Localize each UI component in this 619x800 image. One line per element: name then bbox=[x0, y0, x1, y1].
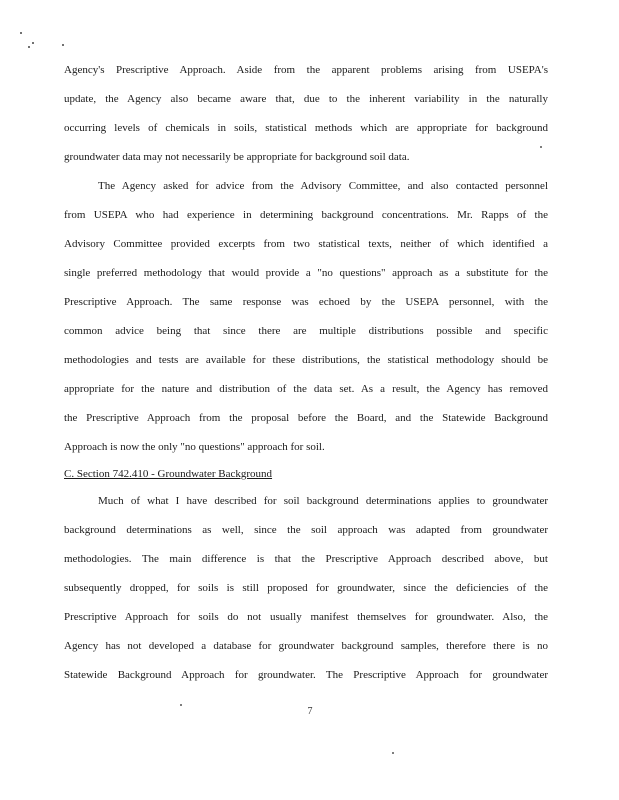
text-line: Prescriptive Approach. The same response was echoed by the USEPA personnel, with the bbox=[64, 296, 548, 308]
text-line: The Agency asked for advice from the Advisory Committee, and also contacted personnel bbox=[98, 180, 548, 192]
section-heading: C. Section 742.410 - Groundwater Background bbox=[64, 468, 273, 480]
text-line: Agency has not developed a database for groundwater background samples, therefore there is no bbox=[64, 640, 548, 652]
text-line: update, the Agency also became aware that, due to the inherent variability in the naturally bbox=[64, 93, 548, 105]
text-line: Agency's Prescriptive Approach. Aside from the apparent problems arising from USEPA's bbox=[64, 64, 548, 76]
paragraph-1 bbox=[64, 56, 548, 172]
paragraph-3 bbox=[64, 487, 548, 690]
scan-speck bbox=[62, 44, 64, 46]
text-line: single preferred methodology that would provide a "no questions" approach as a substitute for the bbox=[64, 267, 548, 279]
text-line: Prescriptive Approach for soils do not usually manifest themselves for groundwater. Also, the bbox=[64, 611, 548, 623]
document-body bbox=[64, 56, 548, 690]
scan-speck bbox=[32, 42, 34, 44]
paragraph-2 bbox=[64, 172, 548, 462]
scan-speck bbox=[28, 46, 30, 48]
text-line: background determinations as well, since the soil approach was adapted from groundwater bbox=[64, 524, 548, 536]
text-line: common advice being that since there are multiple distributions possible and specific bbox=[64, 325, 548, 337]
text-line: the Prescriptive Approach from the proposal before the Board, and the Statewide Background bbox=[64, 412, 548, 424]
text-line: subsequently dropped, for soils is still proposed for groundwater, since the deficiencies of the bbox=[64, 582, 548, 594]
text-line: from USEPA who had experience in determining background concentrations. Mr. Rapps of the bbox=[64, 209, 548, 221]
scan-speck bbox=[180, 704, 182, 706]
text-line: methodologies and tests are available for these distributions, the statistical methodology should be bbox=[64, 354, 548, 366]
text-line: Advisory Committee provided excerpts from two statistical texts, neither of which identified a bbox=[64, 238, 548, 250]
page-number: 7 bbox=[307, 706, 313, 717]
text-line: Statewide Background Approach for groundwater. The Prescriptive Approach for groundwater bbox=[64, 669, 548, 681]
scan-speck bbox=[20, 32, 22, 34]
text-line: appropriate for the nature and distribution of the data set. As a result, the Agency has removed bbox=[64, 383, 548, 395]
text-line: methodologies. The main difference is that the Prescriptive Approach described above, but bbox=[64, 553, 548, 565]
text-line: groundwater data may not necessarily be appropriate for background soil data. bbox=[64, 151, 410, 163]
scan-speck bbox=[392, 752, 394, 754]
text-line: occurring levels of chemicals in soils, statistical methods which are appropriate for background bbox=[64, 122, 548, 134]
scan-speck bbox=[540, 146, 542, 148]
text-line: Much of what I have described for soil background determinations applies to groundwater bbox=[98, 495, 548, 507]
text-line: Approach is now the only "no questions" approach for soil. bbox=[64, 441, 325, 453]
